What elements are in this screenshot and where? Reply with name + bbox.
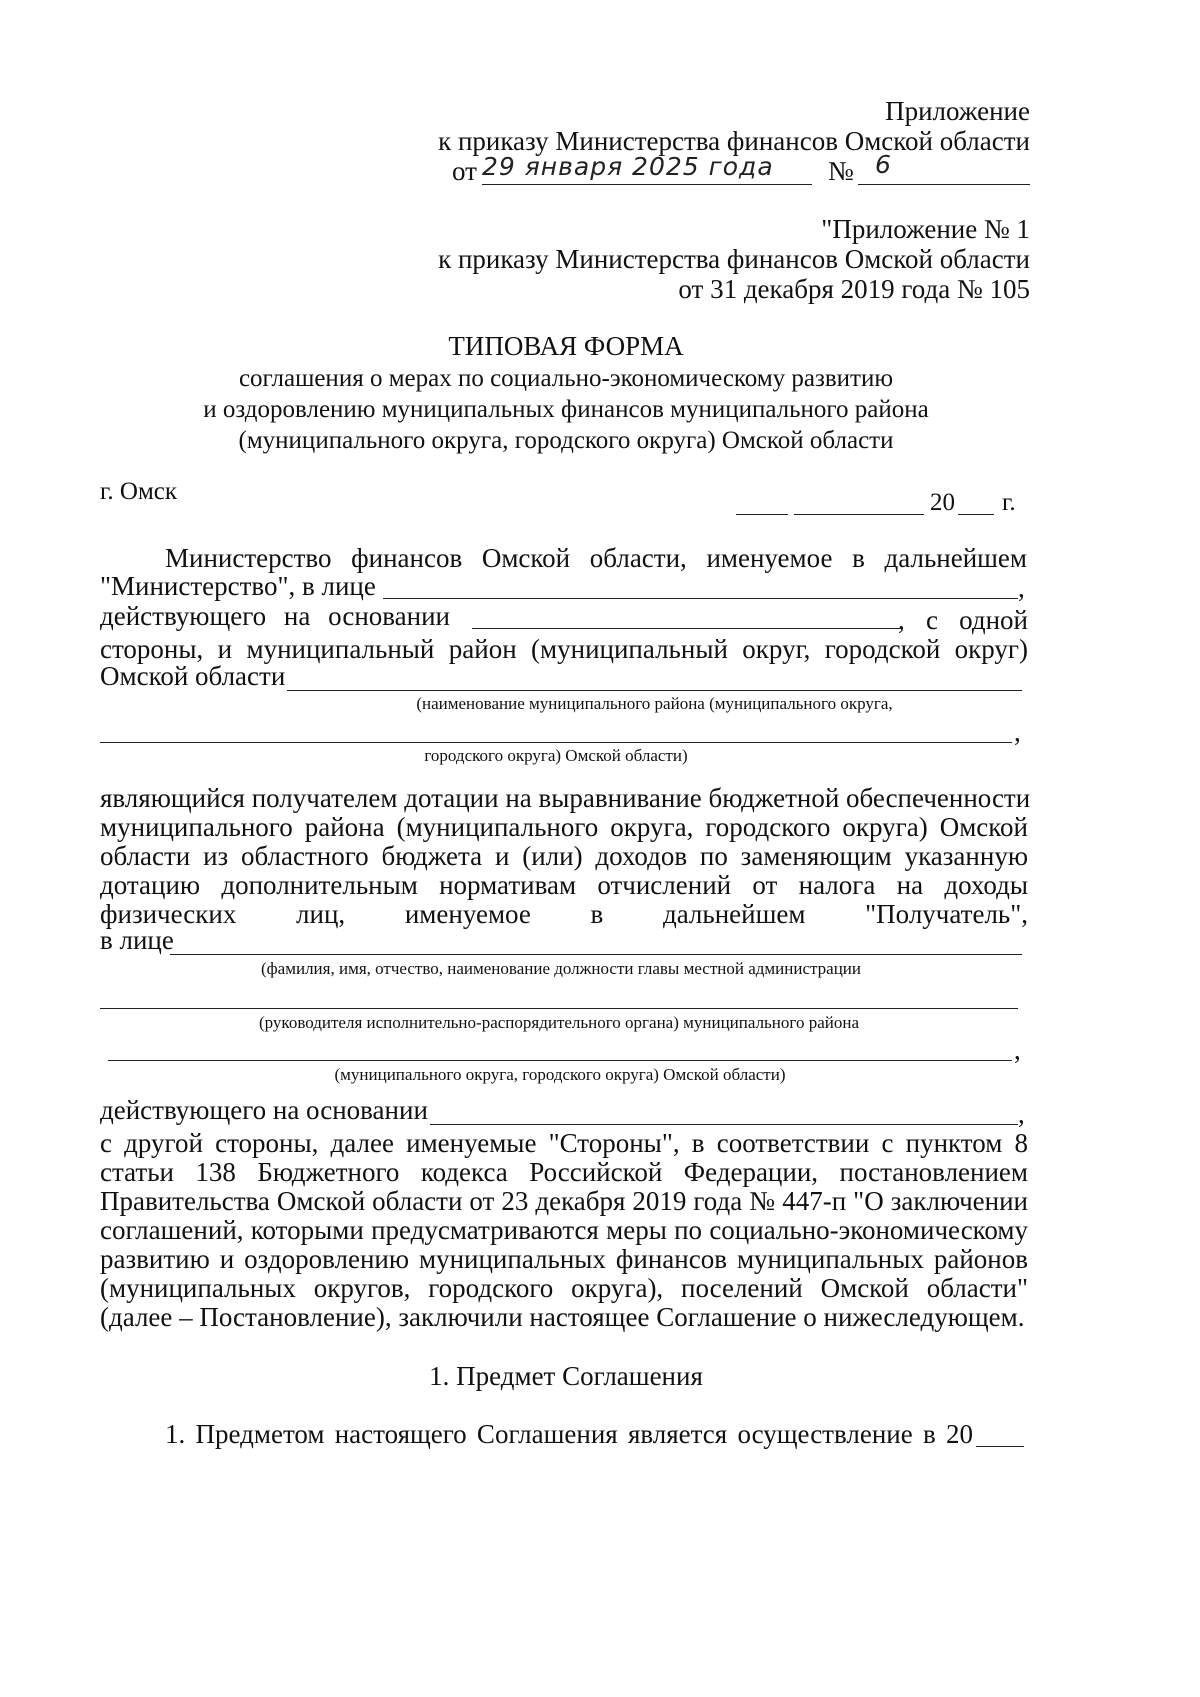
city-label: г. Омск xyxy=(100,478,178,505)
recipient-line5: физических лиц, именуемое в дальнейшем "Получатель", xyxy=(100,899,1028,929)
caption-head-1: (фамилия, имя, отчество, наименование должности главы местной администрации xyxy=(261,959,861,978)
order-number-label: № xyxy=(828,156,854,186)
handwritten-number: 6 xyxy=(875,150,892,179)
comma-3: , xyxy=(1014,1035,1021,1065)
basis-line6: развитию и оздоровлению муниципальных финансов муниципальных районов xyxy=(100,1244,1028,1274)
preamble-line3-end: , с одной xyxy=(898,605,1028,635)
form-subtitle-line1: соглашения о мерах по социально-экономическому развитию xyxy=(238,365,894,392)
caption-head-3: (муниципального округа, городского округа) Омской области) xyxy=(334,1065,786,1084)
head-name-blank xyxy=(170,954,1022,955)
recipient-line1: являющийся получателем дотации на выравнивание бюджетной обеспеченности xyxy=(100,783,1031,813)
basis-line2: с другой стороны, далее именуемые "Стороны", в соответствии с пунктом 8 xyxy=(100,1128,1028,1158)
date-underline xyxy=(482,184,812,185)
basis-line4: Правительства Омской области от 23 декабря 2019 года № 447-п "О заключении xyxy=(100,1186,1028,1216)
recipient-line2: муниципального района (муниципального округа, городского округа) Омской xyxy=(100,812,1028,842)
form-subtitle-line3: (муниципального округа, городского округа) Омской области xyxy=(238,427,894,454)
basis-line3: статьи 138 Бюджетного кодекса Российской Федерации, постановлением xyxy=(100,1157,1028,1187)
representative-blank xyxy=(383,598,1018,599)
year-prefix: 20 xyxy=(930,489,955,516)
basis-line1: действующего на основании xyxy=(100,1095,428,1125)
year-suffix: г. xyxy=(1002,489,1016,516)
basis-line5: соглашений, которыми предусматриваются меры по социально-экономическому xyxy=(100,1215,1028,1245)
comma-1: , xyxy=(1018,573,1025,603)
appendix-label: Приложение xyxy=(885,96,1030,126)
year-blank xyxy=(958,514,994,515)
caption-head-2: (руководителя исполнительно-распорядительного органа) муниципального района xyxy=(259,1013,859,1032)
recipient-line6: в лице xyxy=(100,925,174,955)
basis-line8: (далее – Постановление), заключили настоящее Соглашение о нижеследующем. xyxy=(100,1302,1025,1332)
form-subtitle-line2: и оздоровлению муниципальных финансов муниципального района xyxy=(203,396,929,423)
order-date-prefix: от xyxy=(452,156,477,186)
caption-municipality-1: (наименование муниципального района (муниципального округа, xyxy=(416,694,893,713)
appendix-ref-line1: "Приложение № 1 xyxy=(821,214,1030,244)
handwritten-date: 29 января 2025 года xyxy=(482,152,774,181)
recipient-line4: дотацию дополнительным нормативам отчислений от налога на доходы xyxy=(100,870,1028,900)
head-name-blank-2 xyxy=(100,1008,1018,1009)
day-blank xyxy=(736,514,788,515)
preamble-line5: Омской области xyxy=(100,661,286,691)
recipient-line3: области из областного бюджета и (или) доходов по заменяющим указанную xyxy=(100,841,1028,871)
caption-municipality-2: городского округа) Омской области) xyxy=(424,746,688,765)
head-name-blank-3 xyxy=(108,1060,1012,1061)
basis-blank-1 xyxy=(472,628,900,629)
section1-heading: 1. Предмет Соглашения xyxy=(429,1361,703,1391)
basis-line7: (муниципальных округов, городского округа), поселений Омской области" xyxy=(100,1273,1028,1303)
basis-blank-2 xyxy=(430,1124,1018,1125)
municipality-name-blank-2 xyxy=(100,742,1012,743)
preamble-line4: стороны, и муниципальный район (муниципальный округ, городской округ) xyxy=(100,634,1028,664)
comma-2: , xyxy=(1014,717,1021,747)
preamble-line3-start: действующего на основании xyxy=(100,601,450,631)
appendix-ref-line3: от 31 декабря 2019 года № 105 xyxy=(678,274,1030,304)
section1-year-blank xyxy=(976,1446,1024,1447)
section1-item1: 1. Предметом настоящего Соглашения является осуществление в 20 xyxy=(165,1419,973,1449)
preamble-line2: "Министерство", в лице xyxy=(100,571,376,601)
municipality-name-blank xyxy=(287,690,1022,691)
appendix-ref-line2: к приказу Министерства финансов Омской области xyxy=(438,244,1030,274)
month-blank xyxy=(794,514,924,515)
number-underline xyxy=(858,184,1030,185)
preamble-line1: Министерство финансов Омской области, именуемое в дальнейшем xyxy=(165,543,1027,573)
form-title: ТИПОВАЯ ФОРМА xyxy=(448,331,684,361)
order-reference: к приказу Министерства финансов Омской области xyxy=(438,126,1030,156)
comma-4: , xyxy=(1018,1099,1025,1129)
